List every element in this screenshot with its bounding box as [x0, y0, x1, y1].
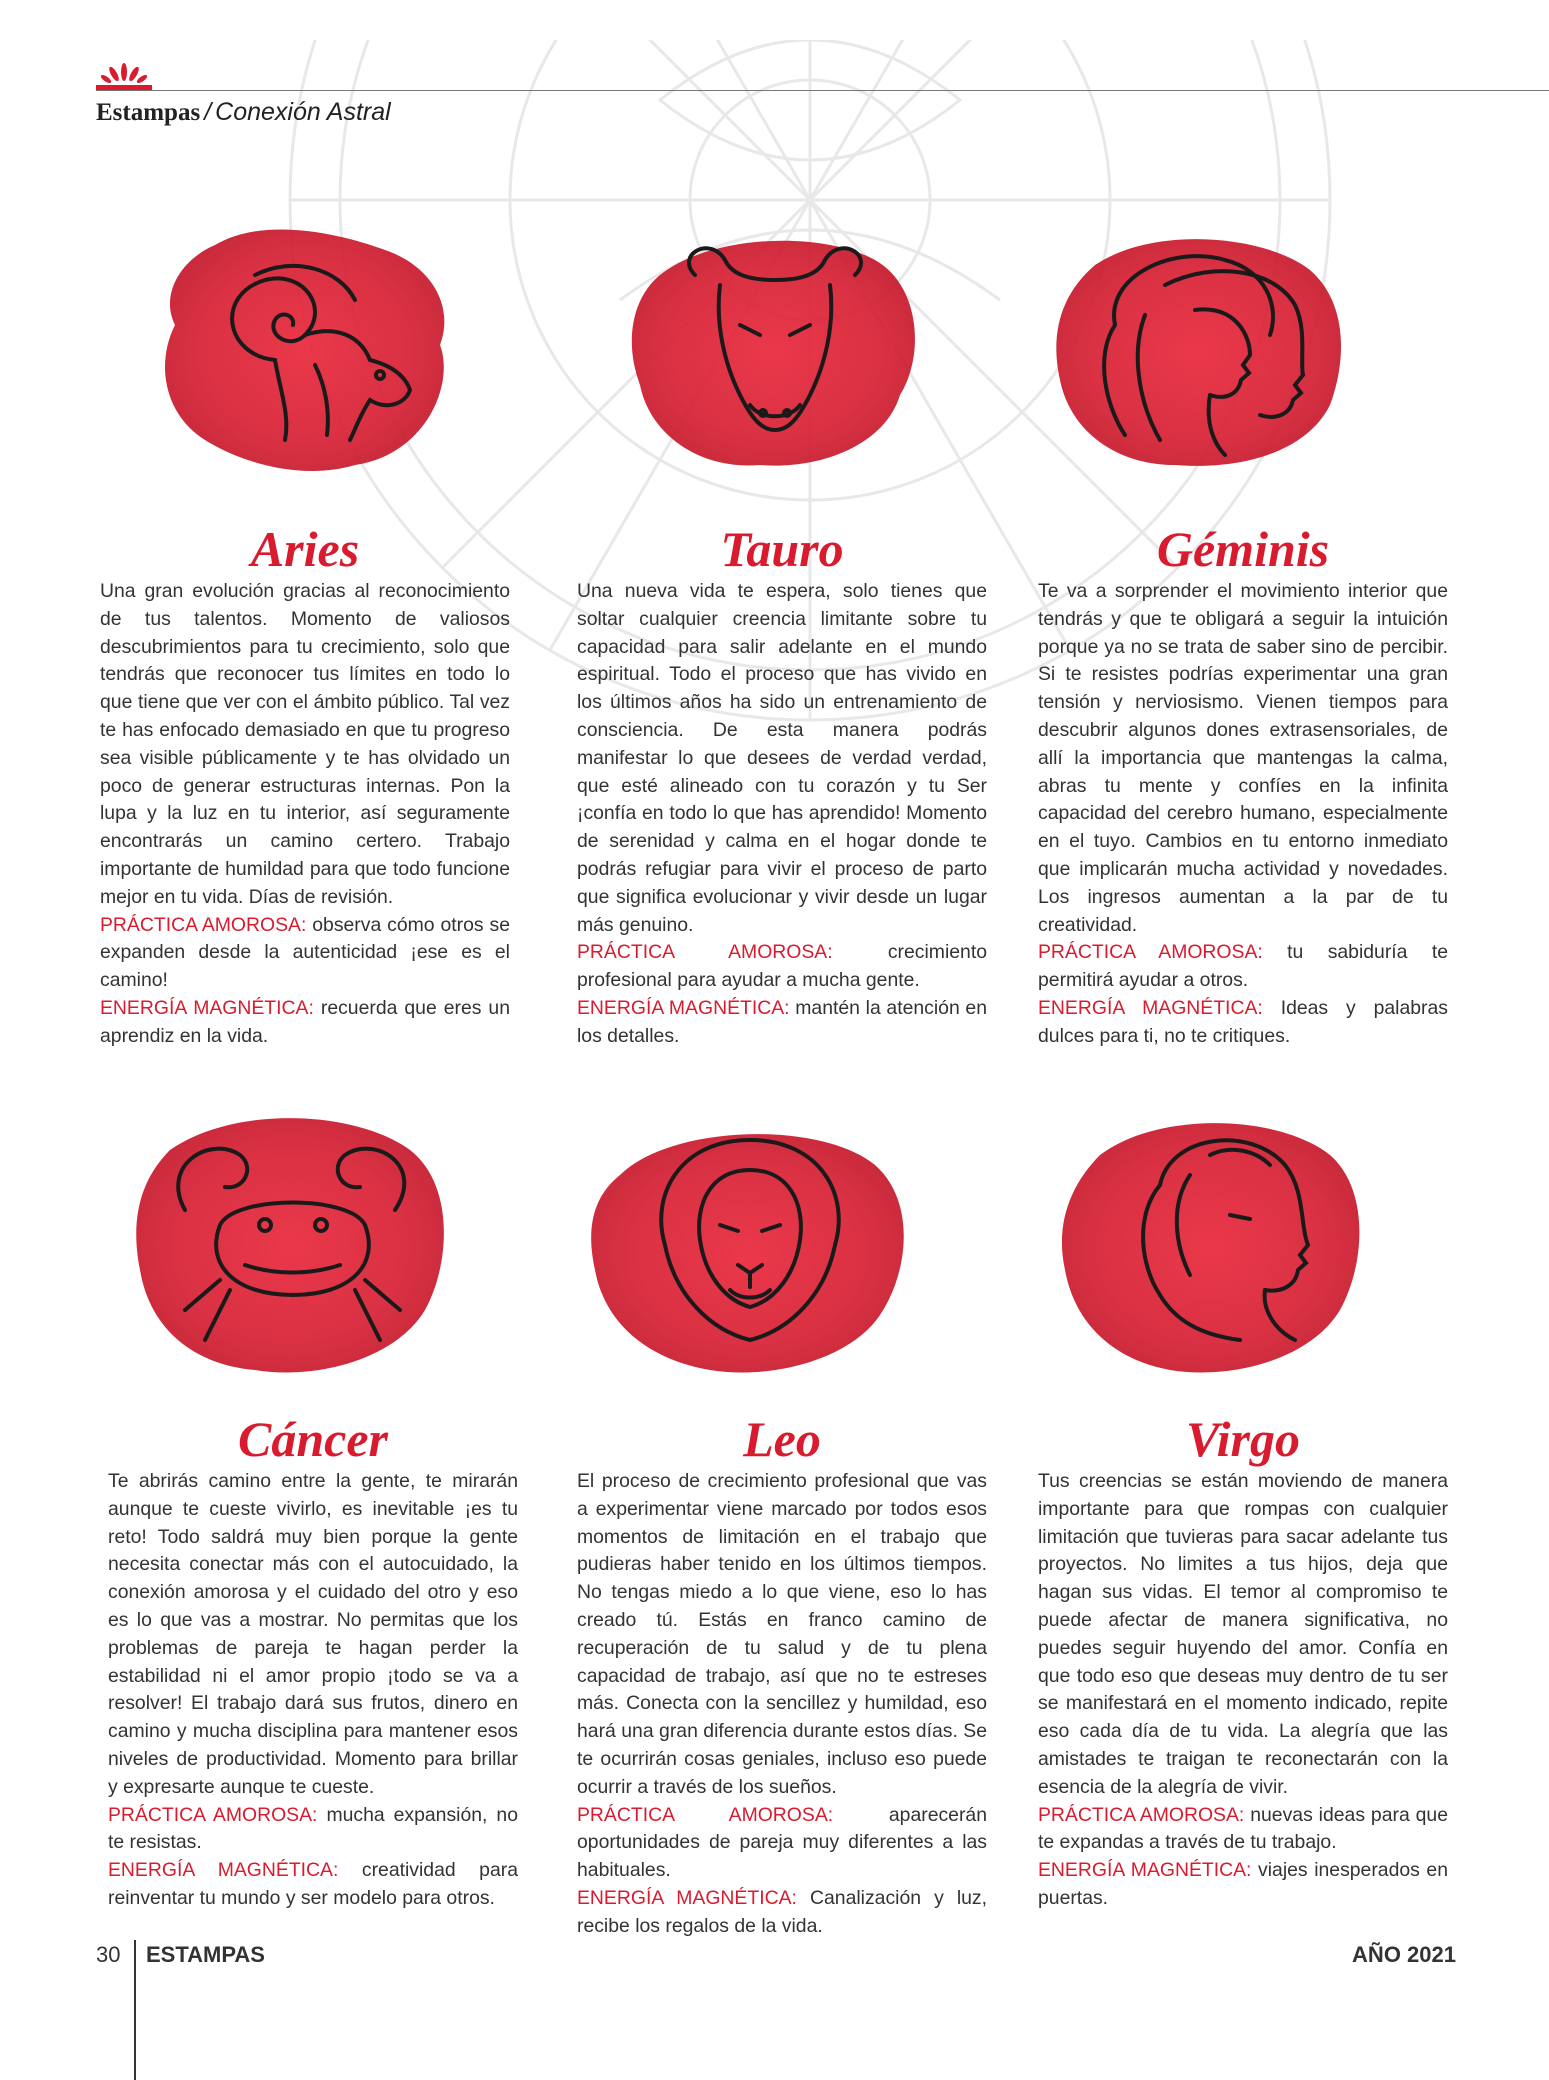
sign-title: Leo [743, 1411, 821, 1467]
sign-tauro [577, 520, 987, 1051]
energy-label: ENERGÍA MAGNÉTICA: [108, 1859, 339, 1882]
magnetic-energy [1038, 995, 1448, 1051]
energy-text: creatividad para reinventar tu mundo y ser modelo para otros. [108, 1859, 518, 1909]
sign-title: Aries [250, 521, 360, 577]
energy-label: ENERGÍA MAGNÉTICA: [1038, 1859, 1252, 1882]
sign-forecast: Una nueva vida te espera, solo tienes que soltar cualquier creencia limitante sobre tu capacidad para salir adelante en el mundo espiritual. Todo el proceso que has vivido en los últimos años ha sido un entrenamiento de consciencia. De esta manera podrás manifestar lo que desees de verdad verdad, que esté alineado con tu corazón y tu Ser ¡confía en todo lo que has aprendido! Momento de serenidad y calma en el hogar donde te podrás refugiar para vivir el proceso de parto que significa evolucionar y vivir desde un lugar más genuino. [577, 580, 987, 936]
love-text: observa cómo otros se expanden desde la autenticidad ¡ese es el camino! [100, 913, 510, 992]
love-practice [108, 1802, 518, 1858]
header-separator: / [204, 98, 212, 126]
magnetic-energy [100, 995, 510, 1051]
sign-title: Virgo [1186, 1411, 1300, 1467]
love-label: PRÁCTICA AMOROSA: [108, 1803, 318, 1826]
sign-aries [100, 520, 510, 1051]
love-label: PRÁCTICA AMOROSA: [577, 941, 833, 964]
energy-label: ENERGÍA MAGNÉTICA: [577, 1886, 797, 1909]
sign-text [100, 578, 510, 1051]
sign-forecast: Una gran evolución gracias al reconocimiento de tus talentos. Momento de valiosos descubrimientos para tu crecimiento, solo que tendrás que reconocer tus límites en todo lo que tiene que ver con el ámbito público. Tal vez te has enfocado demasiado en que tu progreso sea visible públicamente y te has olvidado un poco de generar estructuras internas. Pon la lupa y la luz en tu interior, así seguramente encontrarás un camino certero. Trabajo importante de humildad para que todo funcione mejor en tu vida. Días de revisión. [100, 580, 510, 908]
love-label: PRÁCTICA AMOROSA: [577, 1803, 834, 1826]
energy-label: ENERGÍA MAGNÉTICA: [577, 996, 790, 1019]
footer-magazine: ESTAMPAS [146, 1942, 265, 1967]
sign-text [577, 578, 987, 1051]
magnetic-energy [108, 1857, 518, 1913]
love-label: PRÁCTICA AMOROSA: [100, 913, 307, 936]
sign-text [108, 1468, 518, 1913]
decorative-ornament-icon [96, 58, 152, 92]
sign-leo [577, 1410, 987, 1941]
gemini-twins-icon [1045, 215, 1355, 485]
aries-ram-icon [155, 215, 455, 485]
sign-text [1038, 1468, 1448, 1913]
magnetic-energy [1038, 1857, 1448, 1913]
love-practice [1038, 939, 1448, 995]
magnetic-energy [577, 1885, 987, 1941]
sign-cancer [108, 1410, 518, 1913]
sign-title: Cáncer [238, 1411, 388, 1467]
sign-title: Géminis [1156, 521, 1330, 577]
sign-forecast: Te va a sorprender el movimiento interior que tendrás y que te obligará a seguir la intuición porque ya no se trata de saber sino de percibir. Si te resistes podrías experimentar una gran tensión y nerviosismo. Vienen tiempos para descubrir algunos dones extrasensoriales, de allí la importancia que mantengas la calma, abras tu mente y confíes en la infinita capacidad del cerebro humano, especialmente en el tuyo. Cambios en tu entorno inmediato que implicarán mucha actividad y novedades. Los ingresos aumentan a la par de tu creatividad. [1038, 580, 1448, 936]
sign-title: Tauro [720, 521, 844, 577]
energy-text: mantén la atención en los detalles. [577, 996, 987, 1047]
love-practice [100, 912, 510, 995]
sign-forecast: Tus creencias se están moviendo de manera importante para que rompas con cualquier limitación que tuvieras para sacar adelante tus proyectos. No limites a tus hijos, deja que hagan sus vidas. El temor al compromiso te puede afectar de manera significativa, no puedes seguir huyendo del amor. Confía en que todo eso que deseas muy dentro de tu ser se manifestará en el momento indicado, repite eso cada día de tu vida. La alegría que las amistades te traigan te reconectarán con la esencia de la alegría de vivir. [1038, 1470, 1448, 1798]
sign-virgo [1038, 1410, 1448, 1913]
energy-label: ENERGÍA MAGNÉTICA: [100, 996, 314, 1019]
footer-divider [134, 1940, 136, 2080]
love-practice [577, 939, 987, 995]
sign-geminis [1038, 520, 1448, 1051]
energy-text: viajes inesperados en puertas. [1038, 1859, 1448, 1909]
taurus-bull-icon [620, 215, 930, 485]
footer-year: AÑO 2021 [1352, 1942, 1456, 1967]
sign-forecast: El proceso de crecimiento profesional que vas a experimentar viene marcado por todos esos momentos de limitación en el trabajo que pudieras haber tenido en los últimos tiempos. No tengas miedo a lo que viene, eso lo has creado tú. Estás en franco camino de recuperación de tu salud y de tu plena capacidad de trabajo, así que no te estreses más. Conecta con la sencillez y humildad, eso hará una gran diferencia durante estos días. Se te ocurrirán cosas geniales, incluso eso puede ocurrir a través de los sueños. [577, 1470, 987, 1798]
page-number: 30 [96, 1942, 121, 1967]
love-text: nuevas ideas para que te expandas a través de tu trabajo. [1038, 1803, 1448, 1854]
love-label: PRÁCTICA AMOROSA: [1038, 941, 1263, 964]
energy-text: recuerda que eres un aprendiz en la vida. [100, 996, 510, 1047]
section-header [96, 98, 391, 127]
love-label: PRÁCTICA AMOROSA: [1038, 1803, 1245, 1826]
energy-text: Canalización y luz, recibe los regalos de la vida. [577, 1886, 988, 1937]
energy-label: ENERGÍA MAGNÉTICA: [1038, 996, 1263, 1019]
sign-text [1038, 578, 1448, 1051]
love-text: tu sabiduría te permitirá ayudar a otros. [1038, 941, 1448, 992]
love-text: mucha expansión, no te resistas. [108, 1803, 518, 1854]
love-practice [1038, 1802, 1448, 1858]
love-text: crecimiento profesional para ayudar a mucha gente. [577, 941, 987, 992]
header-rule [96, 90, 1549, 91]
love-text: aparecerán oportunidades de pareja muy diferentes a las habituales. [577, 1803, 987, 1882]
page-footer [96, 1942, 1456, 1982]
section-name: Conexión Astral [215, 98, 391, 126]
magnetic-energy [577, 995, 987, 1051]
magazine-brand: Estampas [96, 99, 201, 126]
virgo-maiden-icon [1050, 1095, 1375, 1390]
sign-forecast: Te abrirás camino entre la gente, te mirarán aunque te cueste vivirlo, es inevitable ¡es tu reto! Todo saldrá muy bien porque la gente necesita conectar más con el autocuidado, la conexión amorosa y el cuidado del otro y eso es lo que vas a mostrar. No permitas que los problemas de pareja te hagan perder la estabilidad ni el amor propio ¡todo se va a resolver! El trabajo dará sus frutos, dinero en camino y mucha disciplina para mantener esos niveles de productividad. Momento para brillar y expresarte aunque te cueste. [108, 1470, 518, 1798]
cancer-crab-icon [125, 1095, 460, 1390]
sign-text [577, 1468, 987, 1941]
leo-lion-icon [580, 1095, 920, 1390]
love-practice [577, 1802, 987, 1885]
energy-text: Ideas y palabras dulces para ti, no te critiques. [1038, 996, 1448, 1047]
